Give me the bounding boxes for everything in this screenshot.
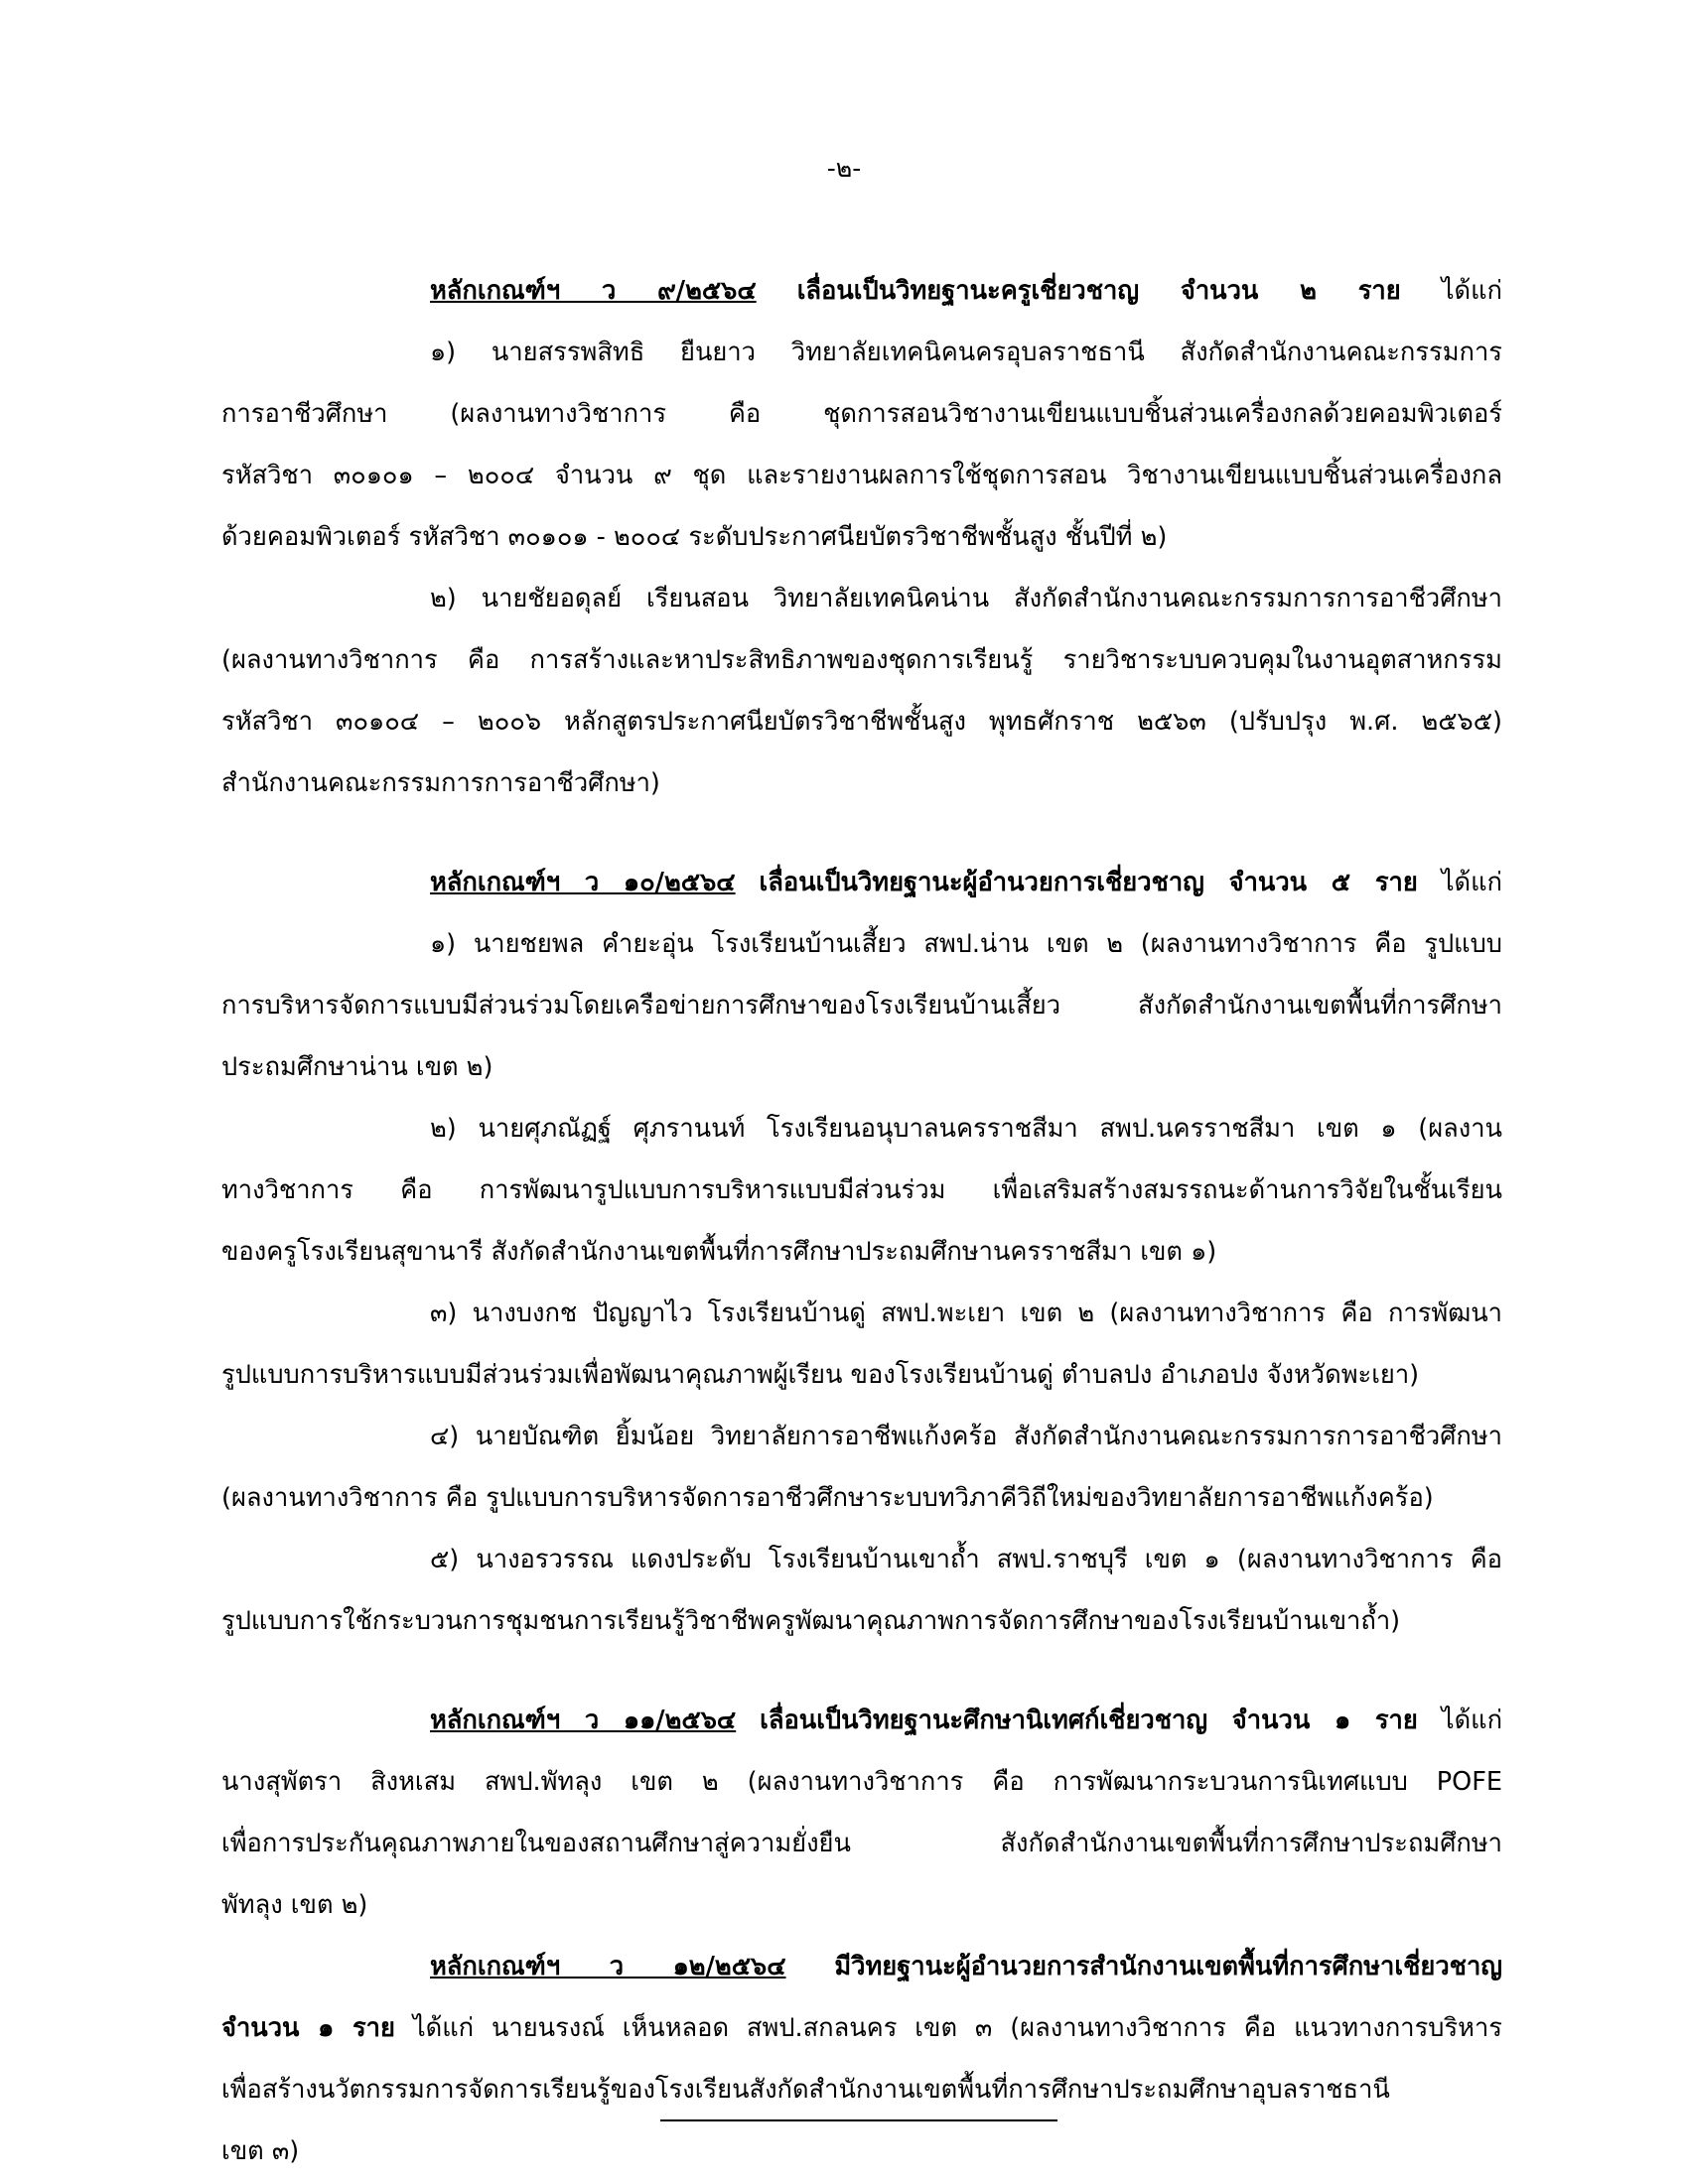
text-line: รูปแบบการใช้กระบวนการชุมชนการเรียนรู้วิชาชีพครูพัฒนาคุณภาพการจัดการศึกษาของโรงเรียนบ้านเขาถ้ำ): [221, 1606, 1401, 1636]
text-line: [221, 1997, 1502, 2059]
criterion-label: หลักเกณฑ์ฯ ว ๙/๒๕๖๔: [430, 276, 757, 306]
section-criterion-9: [221, 260, 1502, 814]
text-line: ด้วยคอมพิวเตอร์ รหัสวิชา ๓๐๑๐๑ - ๒๐๐๔ ระดับประกาศนียบัตรวิชาชีพชั้นสูง ชั้นปีที่ ๒): [221, 522, 1168, 552]
section-heading: [221, 260, 1502, 322]
heading-tail: ได้แก่: [1441, 868, 1502, 897]
text-line: ๒) นายชัยอดุลย์ เรียนสอน วิทยาลัยเทคนิคน่าน สังกัดสำนักงานคณะกรรมการการอาชีวศึกษา: [430, 584, 1502, 614]
text-line: ของครูโรงเรียนสุขานารี สังกัดสำนักงานเขตพื้นที่การศึกษาประถมศึกษานครราชสีมา เขต ๑): [221, 1237, 1217, 1267]
section-criterion-12: [221, 1936, 1502, 2182]
text-line: สำนักงานคณะกรรมการการอาชีวศึกษา): [221, 768, 660, 798]
text-line: การบริหารจัดการแบบมีส่วนร่วมโดยเครือข่ายการศึกษาของโรงเรียนบ้านเสี้ยว สังกัดสำนักงานเขตพื้นที่การศึกษา: [221, 991, 1502, 1021]
text-line: ๒) นายศุภณัฏฐ์ ศุภรานนท์ โรงเรียนอนุบาลนครราชสีมา สพป.นครราชสีมา เขต ๑ (ผลงาน: [430, 1114, 1502, 1144]
list-item: [221, 1529, 1502, 1652]
section-criterion-11: [221, 1690, 1502, 1936]
text-line: เพื่อสร้างนวัตกรรมการจัดการเรียนรู้ของโรงเรียนสังกัดสำนักงานเขตพื้นที่การศึกษาประถมศึกษาอุบลราชธานี: [221, 2075, 1390, 2105]
list-item: [221, 913, 1502, 1098]
page-number: -๒-: [826, 154, 862, 183]
text-line: ๑) นายสรรพสิทธิ ยืนยาว วิทยาลัยเทคนิคนครอุบลราชธานี สังกัดสำนักงานคณะกรรมการ: [430, 338, 1502, 367]
text-line: เขต ๓): [221, 2136, 300, 2166]
heading-continuation: จำนวน ๑ ราย: [221, 2013, 395, 2043]
text-line: ทางวิชาการ คือ การพัฒนารูปแบบการบริหารแบบมีส่วนร่วม เพื่อเสริมสร้างสมรรถนะด้านการวิจัยในชั้นเรียน: [221, 1175, 1502, 1205]
heading-text: มีวิทยฐานะผู้อำนวยการสำนักงานเขตพื้นที่การศึกษาเชี่ยวชาญ: [834, 1952, 1502, 1981]
heading-text: เลื่อนเป็นวิทยฐานะครูเชี่ยวชาญ จำนวน ๒ ราย: [796, 276, 1401, 306]
text-line: รหัสวิชา ๓๐๑๐๑ – ๒๐๐๔ จำนวน ๙ ชุด และรายงานผลการใช้ชุดการสอน วิชางานเขียนแบบชิ้นส่วนเครื่องกล: [221, 461, 1502, 490]
text-line: รูปแบบการบริหารแบบมีส่วนร่วมเพื่อพัฒนาคุณภาพผู้เรียน ของโรงเรียนบ้านดู่ ตำบลปง อำเภอปง จังหวัดพะเยา): [221, 1360, 1420, 1390]
criterion-label: หลักเกณฑ์ฯ ว ๑๒/๒๕๖๔: [430, 1952, 786, 1981]
criterion-label: หลักเกณฑ์ฯ ว ๑๑/๒๕๖๔: [430, 1706, 737, 1735]
text-line: ๓) นางบงกช ปัญญาไว โรงเรียนบ้านดู่ สพป.พะเยา เขต ๒ (ผลงานทางวิชาการ คือ การพัฒนา: [430, 1298, 1502, 1328]
list-item: [221, 1406, 1502, 1529]
text-line: (ผลงานทางวิชาการ คือ การสร้างและหาประสิทธิภาพของชุดการเรียนรู้ รายวิชาระบบควบคุมในงานอุตสาหกรรม: [221, 645, 1502, 675]
text-line: เพื่อการประกันคุณภาพภายในของสถานศึกษาสู่ความยั่งยืน สังกัดสำนักงานเขตพื้นที่การศึกษาประถมศึกษา: [221, 1829, 1502, 1858]
text-line: นางสุพัตรา สิงหเสม สพป.พัทลุง เขต ๒ (ผลงานทางวิชาการ คือ การพัฒนากระบวนการนิเทศแบบ POFE: [221, 1767, 1502, 1797]
heading-tail: ได้แก่ นายนรงณ์ เห็นหลอด สพป.สกลนคร เขต ๓ (ผลงานทางวิชาการ คือ แนวทางการบริหาร: [412, 2013, 1503, 2043]
heading-tail: ได้แก่: [1441, 276, 1502, 306]
text-line: รหัสวิชา ๓๐๑๐๔ – ๒๐๐๖ หลักสูตรประกาศนียบัตรวิชาชีพชั้นสูง พุทธศักราช ๒๕๖๓ (ปรับปรุง พ.ศ. ๒๕๖๕): [221, 707, 1502, 737]
text-line: ๑) นายชยพล คำยะอุ่น โรงเรียนบ้านเสี้ยว สพป.น่าน เขต ๒ (ผลงานทางวิชาการ คือ รูปแบบ: [430, 929, 1502, 959]
text-line: ๔) นายบัณฑิต ยิ้มน้อย วิทยาลัยการอาชีพแก้งคร้อ สังกัดสำนักงานคณะกรรมการการอาชีวศึกษา: [430, 1422, 1502, 1451]
heading-text: เลื่อนเป็นวิทยฐานะผู้อำนวยการเชี่ยวชาญ จำนวน ๕ ราย: [759, 868, 1418, 897]
list-item: [221, 1283, 1502, 1406]
text-line: ประถมศึกษาน่าน เขต ๒): [221, 1052, 493, 1082]
footer-divider: [660, 2119, 1057, 2121]
list-item: [221, 1098, 1502, 1283]
list-item: [221, 322, 1502, 568]
section-heading: [221, 852, 1502, 913]
criterion-label: หลักเกณฑ์ฯ ว ๑๐/๒๕๖๔: [430, 868, 736, 897]
text-line: (ผลงานทางวิชาการ คือ รูปแบบการบริหารจัดการอาชีวศึกษาระบบทวิภาคีวิถีใหม่ของวิทยาลัยการอาชีพแก้งคร้อ): [221, 1483, 1434, 1513]
section-heading: [221, 1936, 1502, 1997]
heading-text: เลื่อนเป็นวิทยฐานะศึกษานิเทศก์เชี่ยวชาญ จำนวน ๑ ราย: [760, 1706, 1418, 1735]
section-criterion-10: [221, 852, 1502, 1652]
text-line: การอาชีวศึกษา (ผลงานทางวิชาการ คือ ชุดการสอนวิชางานเขียนแบบชิ้นส่วนเครื่องกลด้วยคอมพิวเตอร์: [221, 399, 1502, 429]
section-heading: [221, 1690, 1502, 1751]
document-body: [221, 260, 1502, 2182]
text-line: ๕) นางอรวรรณ แดงประดับ โรงเรียนบ้านเขาถ้ำ สพป.ราชบุรี เขต ๑ (ผลงานทางวิชาการ คือ: [430, 1545, 1502, 1574]
list-item: [221, 568, 1502, 814]
heading-tail: ได้แก่: [1441, 1706, 1503, 1735]
text-line: พัทลุง เขต ๒): [221, 1890, 368, 1920]
